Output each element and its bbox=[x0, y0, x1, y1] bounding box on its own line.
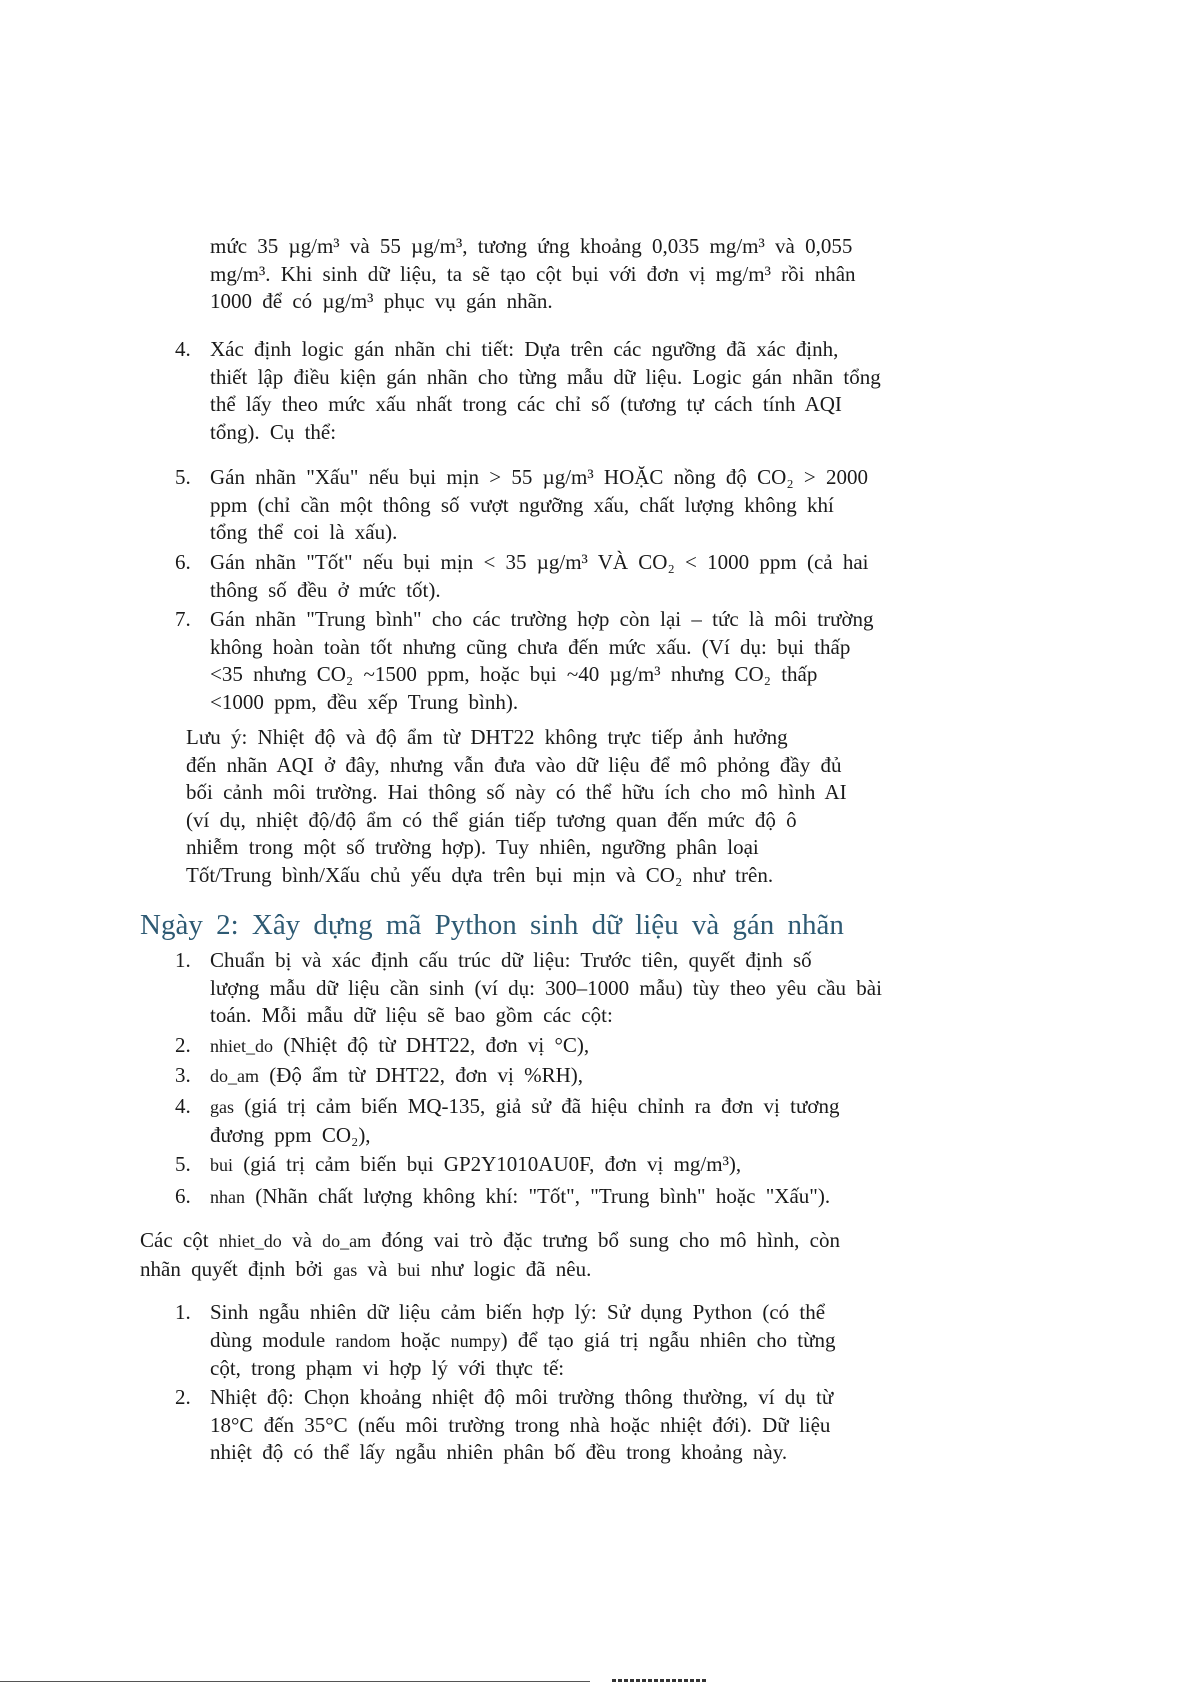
list-item bbox=[175, 1183, 830, 1212]
text-line: (Nhiệt độ từ DHT22, đơn vị °C), bbox=[273, 1033, 590, 1057]
list-number: 3. bbox=[175, 1063, 191, 1087]
list-item bbox=[175, 336, 881, 446]
column-name: do_am bbox=[322, 1231, 372, 1251]
list-item bbox=[175, 464, 868, 547]
text-run: đóng vai trò đặc trưng bổ sung cho mô hình, còn bbox=[371, 1228, 840, 1252]
text-line: tổng). Cụ thể: bbox=[210, 419, 337, 444]
list-item bbox=[175, 1151, 741, 1180]
list-item bbox=[175, 606, 874, 716]
column-name: do_am bbox=[210, 1066, 259, 1086]
column-name: bui bbox=[397, 1259, 421, 1280]
text-line: (Độ ẩm từ DHT22, đơn vị %RH), bbox=[259, 1063, 584, 1087]
module-name: numpy bbox=[450, 1330, 501, 1351]
text-line: bối cảnh môi trường. Hai thông số này có thể hữu ích cho mô hình AI bbox=[186, 780, 847, 804]
list-item bbox=[175, 1299, 835, 1383]
text-run: và bbox=[281, 1228, 323, 1252]
text-line: Nhiệt độ: Chọn khoảng nhiệt độ môi trường thông thường, ví dụ từ bbox=[210, 1385, 834, 1409]
text-line: thông số đều ở mức tốt). bbox=[210, 577, 441, 602]
text-line: Tốt/Trung bình/Xấu chủ yếu dựa trên bụi mịn và CO₂ như trên. bbox=[186, 862, 774, 887]
list-item bbox=[175, 1032, 589, 1061]
text-line: nhiệt độ có thể lấy ngẫu nhiên phân bố đều trong khoảng này. bbox=[210, 1440, 788, 1464]
text-line: ppm (chỉ cần một thông số vượt ngưỡng xấu, chất lượng không khí bbox=[210, 492, 834, 517]
text-line: Xác định logic gán nhãn chi tiết: Dựa trên các ngưỡng đã xác định, bbox=[210, 337, 839, 361]
body-paragraph bbox=[140, 1227, 840, 1284]
text-line: cột, trong phạm vi hợp lý với thực tế: bbox=[210, 1356, 565, 1380]
module-name: random bbox=[335, 1330, 391, 1351]
text-run: Các cột bbox=[140, 1228, 219, 1252]
continuation-paragraph bbox=[210, 233, 856, 316]
text-line: nhiễm trong một số trường hợp). Tuy nhiên, ngưỡng phân loại bbox=[186, 835, 759, 859]
footer-mark bbox=[612, 1679, 708, 1682]
text-run: như logic đã nêu. bbox=[420, 1256, 592, 1281]
text-line bbox=[140, 1227, 840, 1256]
text-line: thể lấy theo mức xấu nhất trong các chỉ số (tương tự cách tính AQI bbox=[210, 392, 842, 416]
column-name: nhiet_do bbox=[218, 1231, 282, 1251]
text-line: đương ppm CO₂), bbox=[210, 1122, 371, 1147]
text-line: không hoàn toàn tốt nhưng cũng chưa đến mức xấu. (Ví dụ: bụi thấp bbox=[210, 634, 851, 659]
section-heading: Ngày 2: Xây dựng mã Python sinh dữ liệu và gán nhãn bbox=[140, 909, 844, 941]
text-line: lượng mẫu dữ liệu cần sinh (ví dụ: 300–1000 mẫu) tùy theo yêu cầu bài bbox=[210, 975, 882, 1000]
text-line bbox=[140, 1256, 840, 1285]
text-line: thiết lập điều kiện gán nhãn cho từng mẫu dữ liệu. Logic gán nhãn tổng bbox=[210, 364, 881, 389]
text-run: nhãn quyết định bởi bbox=[140, 1256, 334, 1281]
text-line: mức 35 µg/m³ và 55 µg/m³, tương ứng khoảng 0,035 mg/m³ và 0,055 bbox=[210, 234, 853, 258]
text-line: đến nhãn AQI ở đây, nhưng vẫn đưa vào dữ liệu để mô phỏng đầy đủ bbox=[186, 752, 842, 777]
list-item bbox=[175, 1062, 583, 1091]
list-number: 6. bbox=[175, 1184, 191, 1208]
column-name: gas bbox=[210, 1097, 234, 1117]
text-line: Gán nhãn "Tốt" nếu bụi mịn < 35 µg/m³ VÀ CO₂ < 1000 ppm (cả hai bbox=[210, 550, 869, 574]
text-run: dùng module bbox=[210, 1327, 336, 1352]
list-number: 2. bbox=[175, 1033, 191, 1057]
text-line: 1000 để có µg/m³ phục vụ gán nhãn. bbox=[210, 289, 553, 313]
column-name: gas bbox=[333, 1259, 358, 1280]
column-name: nhiet_do bbox=[210, 1036, 273, 1056]
list-number: 5. bbox=[175, 465, 191, 489]
text-line: (Nhãn chất lượng không khí: "Tốt", "Trung bình" hoặc "Xấu"). bbox=[245, 1184, 831, 1208]
text-line: (ví dụ, nhiệt độ/độ ẩm có thể gián tiếp tương quan đến mức độ ô bbox=[186, 807, 797, 832]
column-name: nhan bbox=[210, 1187, 245, 1207]
list-number: 4. bbox=[175, 337, 191, 361]
text-line: tổng thể coi là xấu). bbox=[210, 520, 398, 544]
note-paragraph bbox=[186, 724, 847, 889]
list-number: 2. bbox=[175, 1385, 191, 1409]
list-number: 6. bbox=[175, 550, 191, 574]
text-line: (giá trị cảm biến bụi GP2Y1010AU0F, đơn vị mg/m³), bbox=[233, 1152, 742, 1176]
footer-rule bbox=[0, 1681, 590, 1682]
text-line: Gán nhãn "Xấu" nếu bụi mịn > 55 µg/m³ HOẶC nồng độ CO₂ > 2000 bbox=[210, 465, 869, 489]
list-number: 1. bbox=[175, 1300, 191, 1324]
list-item bbox=[175, 947, 882, 1030]
text-run: và bbox=[357, 1256, 398, 1281]
text-line: 18°C đến 35°C (nếu môi trường trong nhà hoặc nhiệt đới). Dữ liệu bbox=[210, 1412, 831, 1437]
text-run: hoặc bbox=[390, 1327, 451, 1352]
list-item bbox=[175, 1384, 833, 1467]
list-number: 4. bbox=[175, 1094, 191, 1118]
text-line: Chuẩn bị và xác định cấu trúc dữ liệu: Trước tiên, quyết định số bbox=[210, 948, 812, 972]
text-line: Lưu ý: Nhiệt độ và độ ẩm từ DHT22 không trực tiếp ảnh hưởng bbox=[186, 725, 788, 749]
list-number: 1. bbox=[175, 948, 191, 972]
text-line: Sinh ngẫu nhiên dữ liệu cảm biến hợp lý: Sử dụng Python (có thể bbox=[210, 1300, 826, 1324]
text-line: <1000 ppm, đều xếp Trung bình). bbox=[210, 689, 519, 714]
text-line: (giá trị cảm biến MQ-135, giả sử đã hiệu chỉnh ra đơn vị tương bbox=[234, 1094, 840, 1118]
column-name: bui bbox=[210, 1155, 234, 1175]
text-line: mg/m³. Khi sinh dữ liệu, ta sẽ tạo cột bụi với đơn vị mg/m³ rồi nhân bbox=[210, 261, 856, 286]
list-number: 5. bbox=[175, 1152, 191, 1176]
text-line: Gán nhãn "Trung bình" cho các trường hợp còn lại – tức là môi trường bbox=[210, 607, 874, 631]
text-run: ) để tạo giá trị ngẫu nhiên cho từng bbox=[500, 1327, 836, 1352]
list-item bbox=[175, 1093, 839, 1149]
list-number: 7. bbox=[175, 607, 191, 631]
text-line: <35 nhưng CO₂ ~1500 ppm, hoặc bụi ~40 µg/m³ nhưng CO₂ thấp bbox=[210, 662, 818, 686]
text-line: toán. Mỗi mẫu dữ liệu sẽ bao gồm các cột: bbox=[210, 1003, 613, 1027]
list-item bbox=[175, 549, 869, 604]
